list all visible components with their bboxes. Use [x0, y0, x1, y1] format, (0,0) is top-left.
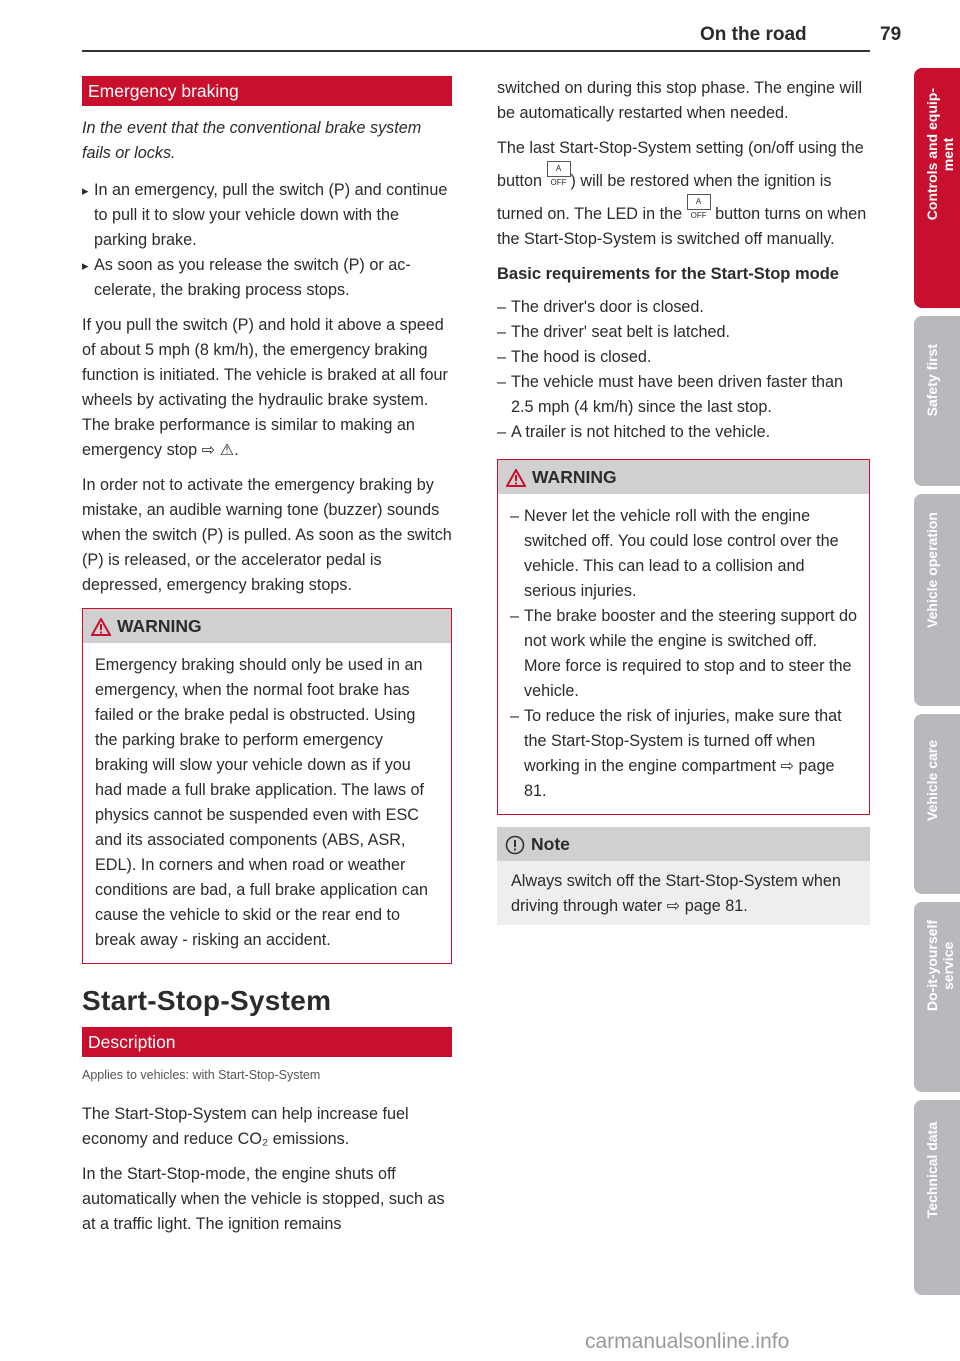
watermark: carmanualsonline.info: [585, 1330, 790, 1353]
step-item: ▸ As soon as you release the switch (P) or accelerate, the braking process stops.: [82, 253, 452, 303]
paragraph: If you pull the switch (P) and hold it above a speed of about 5 mph (8 km/h), the emergency braking function is initiated. The vehicle is braked at all four wheels by activating the hydraulic brake system. The brake performance is similar to making an emergency stop ⇨ ⚠.: [82, 316, 448, 459]
requirement-item: – A trailer is not hitched to the vehicle.: [497, 420, 870, 445]
tab-vehicle-operation[interactable]: Vehicle operation: [914, 494, 960, 706]
tab-technical-data[interactable]: Technical data: [914, 1100, 960, 1295]
requirement-item: – The hood is closed.: [497, 345, 870, 370]
warning-triangle-icon: [91, 618, 111, 636]
tab-vehicle-care[interactable]: Vehicle care: [914, 714, 960, 894]
running-title: On the road: [700, 24, 807, 45]
paragraph: In the Start-Stop-mode, the engine shuts off automatically when the vehicle is stopped, such as at a traffic light. The ignition remains: [82, 1165, 445, 1233]
start-stop-button-icon: A OFF: [547, 161, 571, 177]
start-stop-button-icon: A OFF: [687, 194, 711, 210]
warning-text: Emergency braking should only be used in an emergency, when the normal foot brake has failed or the brake pedal is obstructed. Using the parking brake to perform emergency braking will slow your vehicle down as if you had made a full brake application. The laws of physics cannot be suspended even with ESC and its associated components (ABS, ASR, EDL). In corners and when road or weather conditions are bad, a full brake application can cause the vehicle to skid or the rear end to break away - risking an accident.: [95, 656, 428, 949]
warning-box: [497, 459, 870, 815]
requirements-list: [497, 295, 870, 445]
note-box: [497, 827, 870, 925]
requirement-item: – The vehicle must have been driven faster than 2.5 mph (4 km/h) since the last stop.: [497, 370, 870, 420]
tab-controls-and-equipment[interactable]: Controls and equip- ment: [914, 68, 960, 308]
warning-triangle-icon: [506, 469, 526, 487]
intro-text: In the event that the conventional brake system fails or locks.: [82, 119, 422, 162]
section-bar-emergency-braking: Emergency braking: [82, 76, 452, 106]
warning-item: – The brake booster and the steering support do not work while the engine is switched off. More force is required to stop and to steer the vehicle.: [510, 604, 857, 704]
step-list: [82, 178, 452, 303]
requirement-item: – The driver's door is closed.: [497, 295, 870, 320]
page-number: 79: [880, 24, 902, 45]
header-rule: [82, 50, 870, 52]
right-column: [497, 76, 870, 925]
tab-do-it-yourself-service[interactable]: Do-it-yourself service: [914, 902, 960, 1092]
warning-item: – To reduce the risk of injuries, make sure that the Start-Stop-System is turned off when working in the engine compartment ⇨ page 81.: [510, 704, 857, 804]
section-bar-description: Description: [82, 1027, 452, 1057]
warning-list: [510, 504, 857, 804]
warning-title: WARNING: [532, 467, 617, 487]
warning-header: [83, 609, 451, 643]
tab-safety-first[interactable]: Safety first: [914, 316, 960, 486]
note-header: [497, 827, 870, 861]
requirement-item: – The driver' seat belt is latched.: [497, 320, 870, 345]
requirements-heading: Basic requirements for the Start-Stop mode: [497, 265, 839, 283]
warning-item: – Never let the vehicle roll with the engine switched off. You could lose control over the vehicle. This can lead to a collision and serious injuries.: [510, 504, 857, 604]
chapter-title: Start-Stop-System: [82, 985, 332, 1016]
applies-to: Applies to vehicles: with Start-Stop-System: [82, 1068, 321, 1082]
step-item: ▸ In an emergency, pull the switch (P) and continue to pull it to slow your vehicle down with the parking brake.: [82, 178, 452, 253]
note-text: Always switch off the Start-Stop-System when driving through water ⇨ page 81.: [511, 872, 841, 915]
warning-box: [82, 608, 452, 964]
note-title: Note: [531, 834, 570, 854]
left-column: [82, 76, 452, 1247]
warning-title: WARNING: [117, 616, 202, 636]
paragraph-button-setting: The last Start-Stop-System setting (on/off using the button A OFF ) will be restored when the ignition is turned on. The LED in the A OFF button turns on when the Start-Stop-System is switched off manually.: [497, 139, 867, 248]
note-exclamation-icon: [505, 835, 525, 855]
paragraph: switched on during this stop phase. The engine will be automatically restarted when needed.: [497, 79, 863, 122]
paragraph: The Start-Stop-System can help increase fuel economy and reduce CO₂ emissions.: [82, 1105, 409, 1148]
warning-header: [498, 460, 869, 494]
paragraph: In order not to activate the emergency braking by mistake, an audible warning tone (buzzer) sounds when the switch (P) is pulled. As soon as the switch (P) is released, or the accelerator pedal is depressed, emergency braking stops.: [82, 476, 452, 594]
